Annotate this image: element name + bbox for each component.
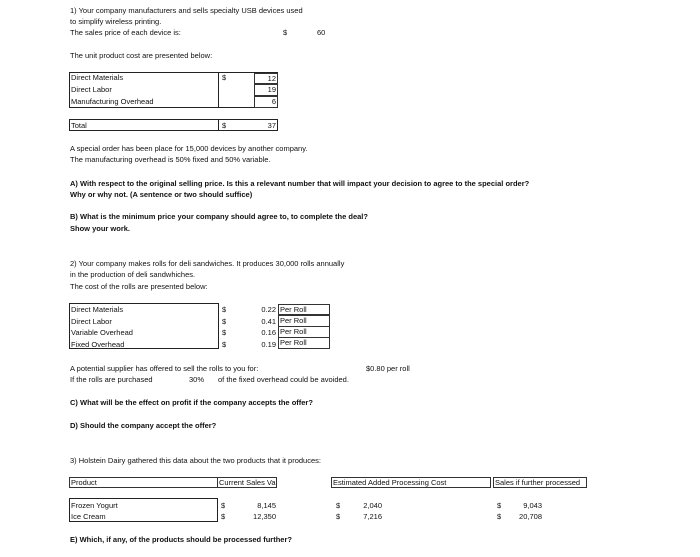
q2-row-unit: Per Roll [278, 304, 330, 315]
q1-special-order-line1: A special order has been place for 15,000 devices by another company. [70, 144, 308, 153]
q1-total-label-box [69, 119, 219, 131]
q1-price-value: 60 [317, 28, 326, 37]
q1-question-a-line2: Why or why not. (A sentence or two should suffice) [70, 190, 253, 199]
q2-supplier-price: $0.80 per roll [366, 364, 410, 373]
q3-intro: 3) Holstein Dairy gathered this data about the two products that it produces: [70, 456, 321, 465]
q3-row-cost: 2,040 [363, 501, 382, 510]
q1-row-value: 12 [254, 73, 278, 84]
q2-row-unit: Per Roll [278, 315, 330, 327]
q1-question-b-line1: B) What is the minimum price your company should agree to, to complete the deal? [70, 212, 368, 221]
q1-total-label: Total [71, 121, 87, 130]
q1-question-a-line1: A) With respect to the original selling price. Is this a relevant number that will impact your decision to agree to the special order? [70, 179, 530, 188]
q3-header-further-sales: Sales if further processed [493, 477, 587, 488]
q3-row-product: Frozen Yogurt [71, 501, 118, 510]
q2-row-currency: $ [222, 317, 227, 326]
q3-row-sales-currency: $ [221, 512, 226, 521]
q3-header-product: Product [69, 477, 218, 488]
q1-row-label: Direct Labor [71, 85, 112, 94]
q2-row-value: 0.16 [261, 328, 276, 337]
q1-row-value: 19 [254, 84, 278, 96]
q3-row-cost: 7,216 [363, 512, 382, 521]
q1-intro-line1: 1) Your company manufacturers and sells specialty USB devices used [70, 6, 303, 15]
q2-row-currency: $ [222, 305, 227, 314]
q2-row-label: Fixed Overhead [71, 340, 125, 349]
q2-question-d: D) Should the company accept the offer? [70, 421, 217, 430]
q2-row-currency: $ [222, 328, 227, 337]
q3-header-current-sales: Current Sales Va [219, 478, 276, 487]
q1-special-order-line2: The manufacturing overhead is 50% fixed and 50% variable. [70, 155, 271, 164]
q3-row-product: Ice Cream [71, 512, 106, 521]
q3-row-further: 9,043 [523, 501, 542, 510]
q1-total-currency: $ [222, 121, 227, 130]
q2-question-c: C) What will be the effect on profit if the company accepts the offer? [70, 398, 313, 407]
q2-purchase-rest: of the fixed overhead could be avoided. [218, 375, 349, 384]
q3-question-e: E) Which, if any, of the products should be processed further? [70, 535, 292, 544]
q2-supplier-text: A potential supplier has offered to sell the rolls to you for: [70, 364, 259, 373]
q3-row-further: 20,708 [519, 512, 542, 521]
q2-row-label: Direct Labor [71, 317, 112, 326]
q2-row-value: 0.19 [261, 340, 276, 349]
q3-row-cost-currency: $ [336, 501, 341, 510]
q2-purchase-text: If the rolls are purchased [70, 375, 153, 384]
q2-row-value: 0.41 [261, 317, 276, 326]
q2-intro-line1: 2) Your company makes rolls for deli sandwiches. It produces 30,000 rolls annually [70, 259, 345, 268]
q1-question-b-line2: Show your work. [70, 224, 131, 233]
q1-intro-line2: to simplify wireless printing. [70, 17, 162, 26]
q1-total-value: 37 [267, 121, 276, 130]
q2-row-value: 0.22 [261, 305, 276, 314]
q2-row-currency: $ [222, 340, 227, 349]
q3-row-sales: 8,145 [257, 501, 276, 510]
q2-intro-line2: in the production of deli sandwhiches. [70, 270, 196, 279]
q3-row-sales: 12,350 [253, 512, 276, 521]
q3-row-cost-currency: $ [336, 512, 341, 521]
q3-row-sales-currency: $ [221, 501, 226, 510]
q3-row-further-currency: $ [497, 501, 502, 510]
q1-row-value: 6 [254, 96, 278, 108]
q2-row-unit: Per Roll [278, 337, 330, 349]
q2-row-label: Variable Overhead [71, 328, 133, 337]
q1-row-currency: $ [222, 73, 227, 82]
q3-header-added-cost: Estimated Added Processing Cost [331, 477, 491, 488]
q3-row-further-currency: $ [497, 512, 502, 521]
q1-price-label: The sales price of each device is: [70, 28, 181, 37]
q2-row-label: Direct Materials [71, 305, 124, 314]
q1-row-label: Direct Materials [71, 73, 124, 82]
q1-row-label: Manufacturing Overhead [71, 97, 154, 106]
q1-cost-intro: The unit product cost are presented below: [70, 51, 213, 60]
q1-price-currency: $ [283, 28, 288, 37]
q2-purchase-pct: 30% [189, 375, 205, 384]
q2-intro-line3: The cost of the rolls are presented below: [70, 282, 208, 291]
q2-row-unit: Per Roll [278, 326, 330, 338]
